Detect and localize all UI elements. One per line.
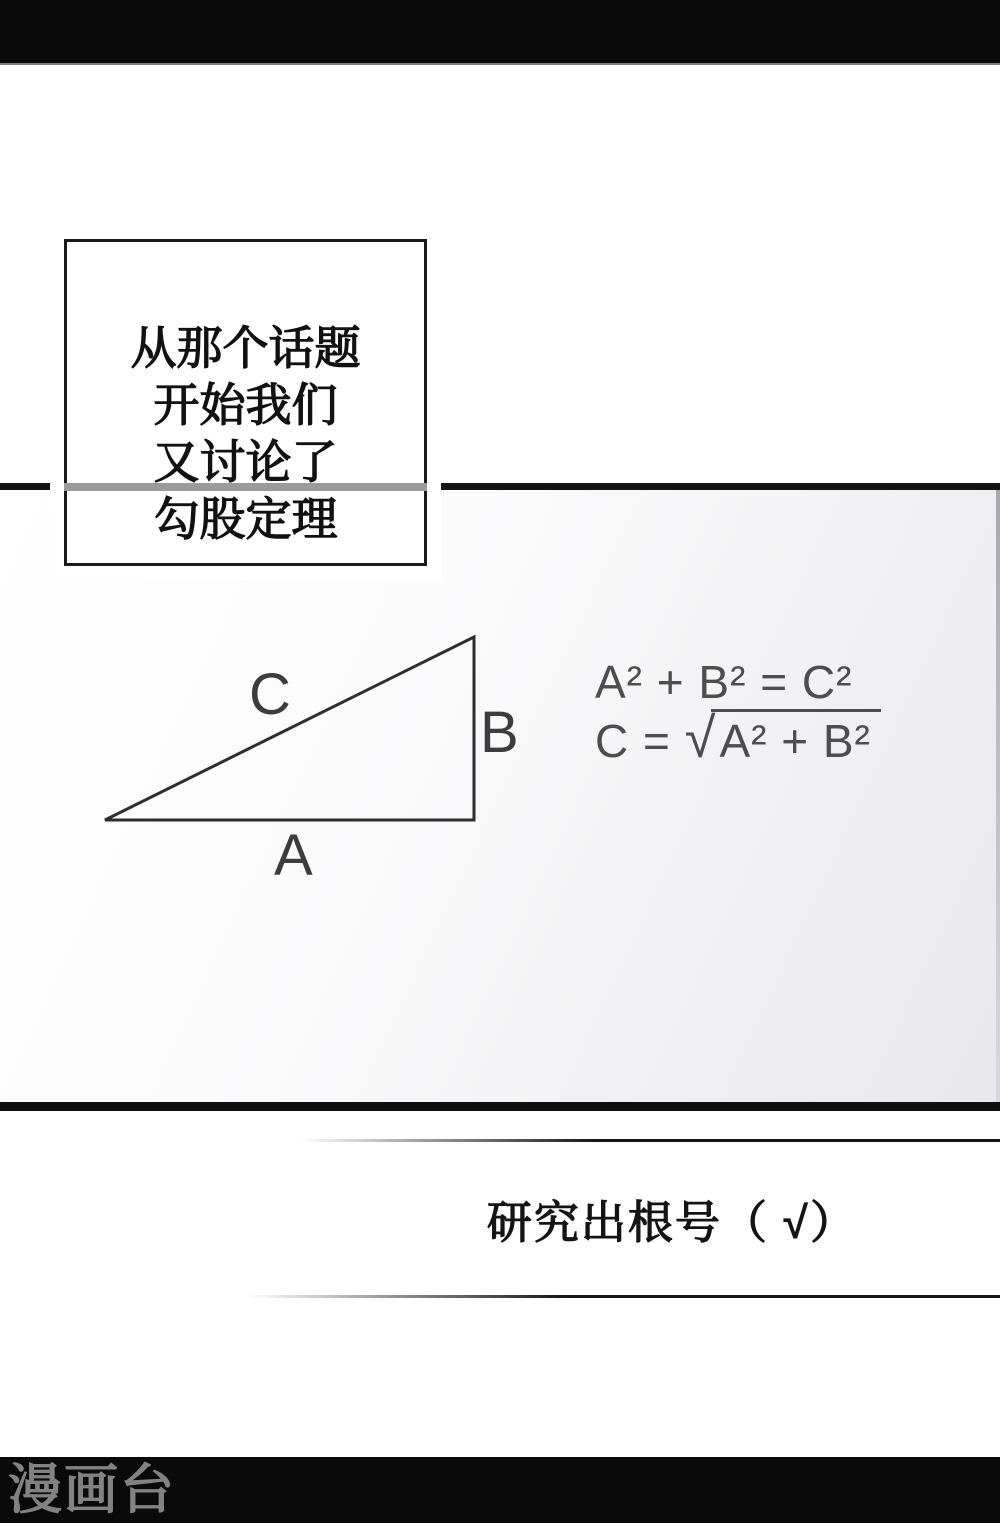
triangle-label-vertical-leg: B (480, 700, 519, 765)
triangle-label-horizontal-leg: A (274, 823, 313, 888)
speech-line: 勾股定理 (153, 493, 338, 545)
speech-line: 开始我们 (153, 379, 338, 431)
formula-line-2-lhs: C = (595, 715, 685, 767)
speech-line: 从那个话题 (130, 322, 361, 374)
watermark-logo: 漫画台 (8, 1460, 176, 1520)
formula-line-1: A² + B² = C² (595, 656, 853, 708)
triangle-label-hypotenuse: C (249, 662, 291, 727)
pythagorean-formulas (595, 655, 881, 768)
radical-sign: √ (684, 706, 717, 769)
caption-divider-upper (300, 1139, 1000, 1142)
radicand: A² + B² (711, 709, 880, 768)
top-letterbox-bar (0, 0, 1000, 65)
panel-right-edge-shading (996, 490, 1000, 1102)
caption-text: 研究出根号（ √） (486, 1197, 858, 1248)
speech-bubble-text (67, 242, 424, 548)
speech-line: 又讨论了 (153, 436, 338, 488)
speech-bubble (64, 239, 427, 566)
right-triangle-diagram (85, 615, 505, 840)
formula-line-2 (595, 706, 881, 769)
bottom-letterbox-bar (0, 1457, 1000, 1523)
caption-divider-lower (248, 1295, 1000, 1298)
